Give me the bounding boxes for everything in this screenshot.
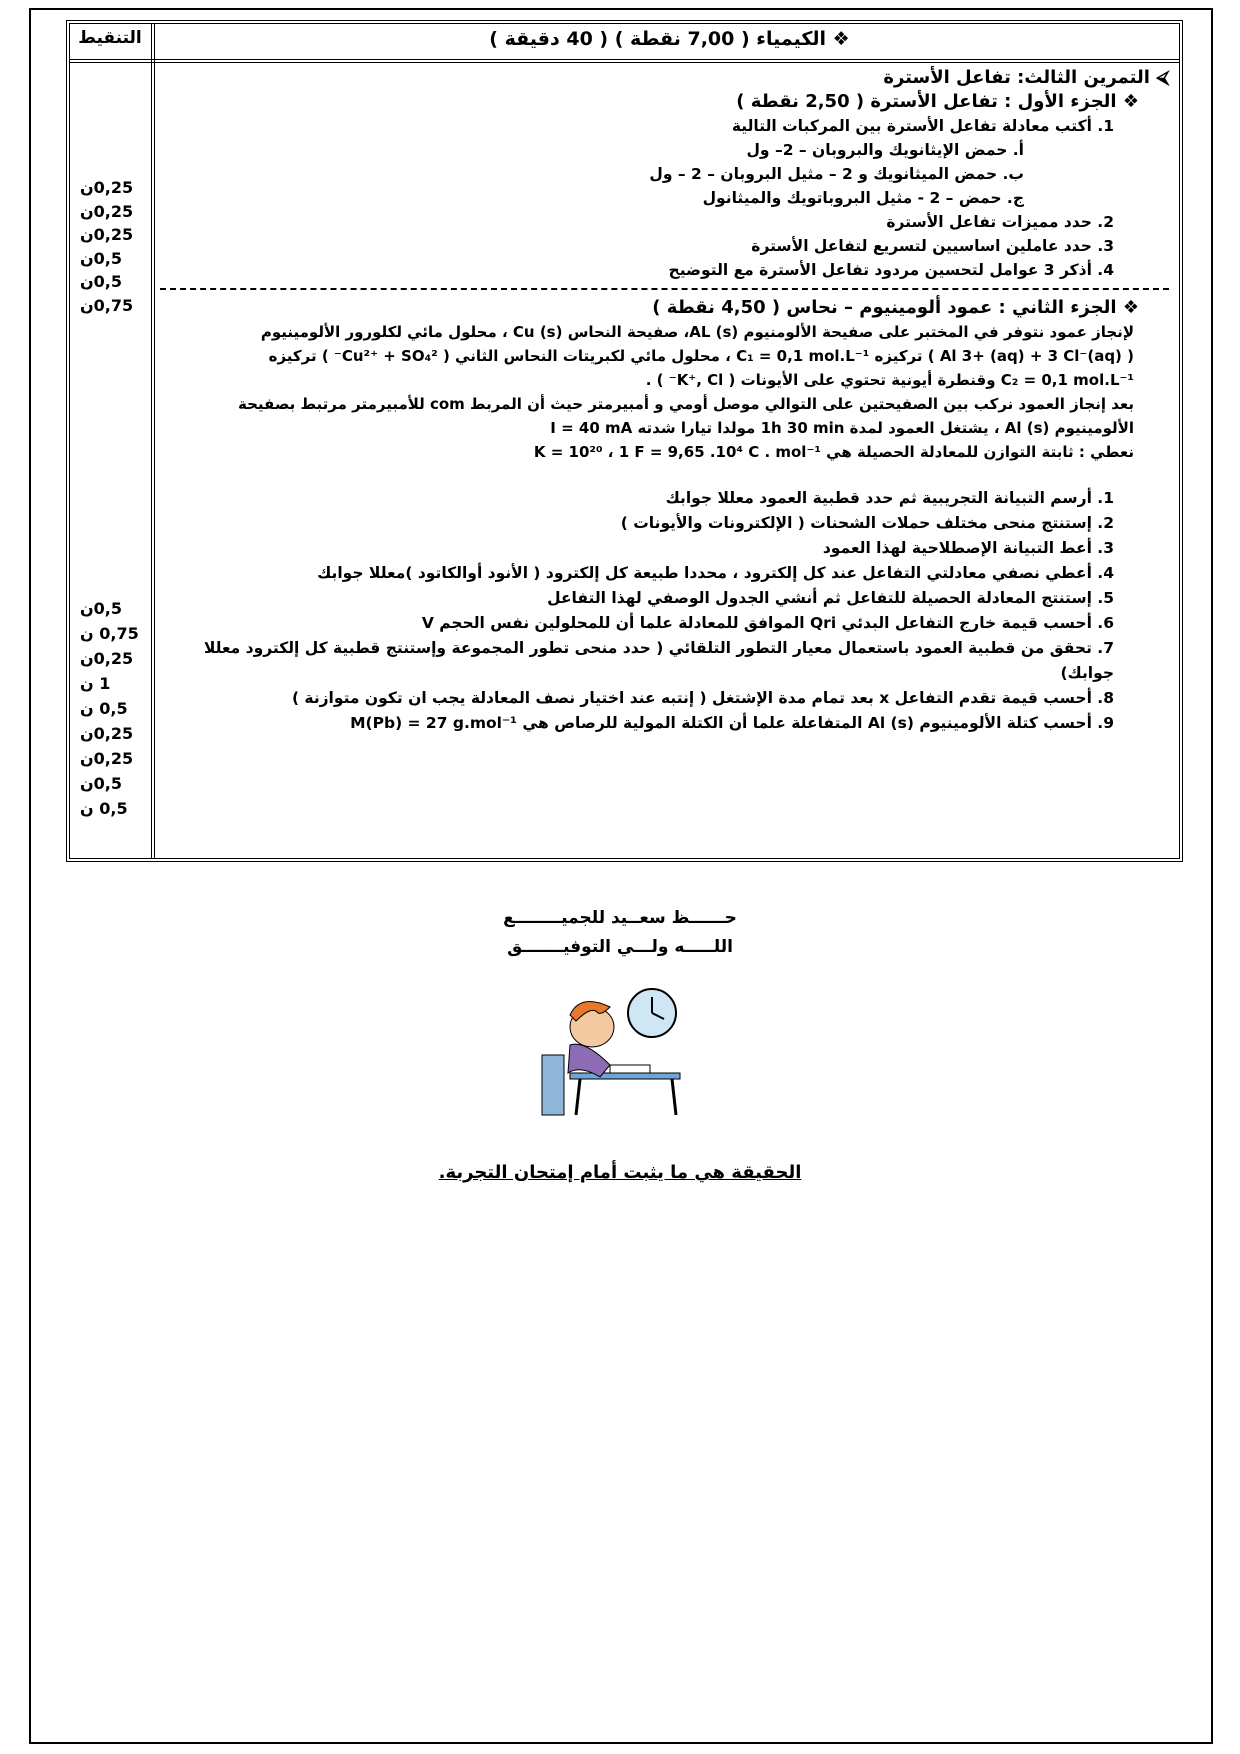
grades-part2 [70,596,160,821]
dashed-divider [160,288,1169,290]
question: 3. حدد عاملين اساسيين لتسريع لتفاعل الأسترة [751,237,1114,255]
grade-item: 0,25ن [80,201,134,221]
grade-item: 0,25ن [80,178,134,197]
sub-question: ج. حمض – 2 - مثيل البروباتويك والميثانول [702,189,1024,207]
text-line: الألومينيوم Al (s) ، يشتغل العمود لمدة 1h 30 min مولدا تيارا شدته I = 40 mA [550,419,1134,437]
grade-item: 1 ن [80,674,111,693]
question: 3. أعط التبيانة الإصطلاحية لهذا العمود [822,539,1114,557]
grade-item: 0,25ن [80,724,134,743]
closing-quote: الحقيقة هي ما يثبت أمام إمتحان التجربة. [438,1162,802,1183]
grades-part1 [70,176,160,317]
question: 5. إستنتج المعادلة الحصيلة للتفاعل ثم أنشي الجدول الوصفي لهذا التفاعل [547,589,1114,607]
header-divider [70,59,1179,63]
student-clipart [540,985,690,1120]
grade-item: 0,5ن [80,272,122,291]
sub-question: ب. حمض الميثانويك و 2 – مثيل البروبان – 2 – ول [649,165,1024,183]
grade-header: التنقيط [78,28,142,48]
grade-item: 0,25ن [80,225,134,244]
grade-item: 0,5ن [80,248,122,268]
sub-question: أ. حمض الإيثانويك والبروبان – 2– ول [746,141,1024,159]
exercise-title: ⮘ التمرين الثالث: تفاعل الأسترة [883,67,1169,88]
grade-item: 0,75ن [80,295,134,315]
text-line: بعد إنجاز العمود نركب بين الصفيحتين على التوالي موصل أومي و أمبيرمتر حيث أن المربط com للأمبيرمتر مرتبط بصفيحة [238,395,1134,413]
blessing-line: اللـــــه ولـــي التوفيـــــــق [507,937,733,957]
question: 6. أحسب قيمة خارج التفاعل البدئي Qri الموافق للمعادلة علما أن للمحلولين نفس الحجم V [421,614,1114,632]
part1-title: ❖ الجزء الأول : تفاعل الأسترة ( 2,50 نقطة ) [736,91,1139,112]
text-line: لإنجاز عمود نتوفر في المختبر على صفيحة الألومنيوم AL (s)، صفيحة النحاس Cu (s) ، محلول مائي لكلورور الألومينيوم [260,323,1134,341]
question: 4. أعطي نصفي معادلتي التفاعل عند كل إلكترود ، محددا طبيعة كل إلكترود ( الأنود أوالكاتود )معللا جوابك [317,564,1114,582]
section-title: ❖ الكيمياء ( 7,00 نقطة ) ( 40 دقيقة ) [489,28,850,50]
text-line: C₂ = 0,1 mol.L⁻¹ وقنطرة أيونية تحتوي على الأيونات ( K⁺, Cl⁻ ) . [645,371,1134,389]
exercise-content [160,66,1169,736]
grade-item: 0,5 ن [80,699,128,718]
question: 1. أكتب معادلة تفاعل الأسترة بين المركبات التالية [731,117,1114,135]
grade-item: 0,75 ن [80,624,139,643]
part2-title: ❖ الجزء الثاني : عمود ألومينيوم – نحاس ( 4,50 نقطة ) [652,297,1139,318]
text-line: نعطي : ثابتة التوازن للمعادلة الحصيلة هي K = 10²⁰ ، 1 F = 9,65 .10⁴ C . mol⁻¹ [533,443,1134,461]
text-line: ( Al 3+ (aq) + 3 Cl⁻(aq) ) تركيزه C₁ = 0,1 mol.L⁻¹ ، محلول مائي لكبريتات النحاس الثاني ( Cu²⁺ + SO₄²⁻ ) تركيزه [268,347,1134,365]
grade-item: 0,25ن [80,749,134,768]
question: 9. أحسب كتلة الألومينيوم Al (s) المتفاعلة علما أن الكتلة المولية للرصاص هي M(Pb) = 27 g.mol⁻¹ [350,714,1114,732]
exam-frame [66,20,1183,862]
question: 2. إستنتج منحى مختلف حملات الشحنات ( الإلكترونات والأيونات ) [620,514,1114,532]
question: 1. أرسم التبيانة التجريبية ثم حدد قطبية العمود معللا جوابك [665,489,1114,507]
question: 8. أحسب قيمة تقدم التفاعل x بعد تمام مدة الإشتغل ( إنتبه عند اختيار نصف المعادلة يجب ان تكون متوازنة ) [291,689,1114,707]
question: 7. تحقق من قطبية العمود باستعمال معيار التطور التلقائي ( حدد منحى تطور المجموعة وإستنتج قطبية كل إلكترود معللا جوابك) [203,639,1114,682]
grade-item: 0,5ن [80,774,122,793]
grade-item: 0,25ن [80,649,134,668]
grade-item: 0,5 ن [80,799,128,818]
good-luck-line: حــــــظ سعــيد للجميــــــــع [503,908,737,928]
question: 4. أذكر 3 عوامل لتحسين مردود تفاعل الأسترة مع التوضيح [668,261,1114,279]
question: 2. حدد مميزات تفاعل الأسترة [886,213,1114,231]
grade-item: 0,5ن [80,599,122,618]
